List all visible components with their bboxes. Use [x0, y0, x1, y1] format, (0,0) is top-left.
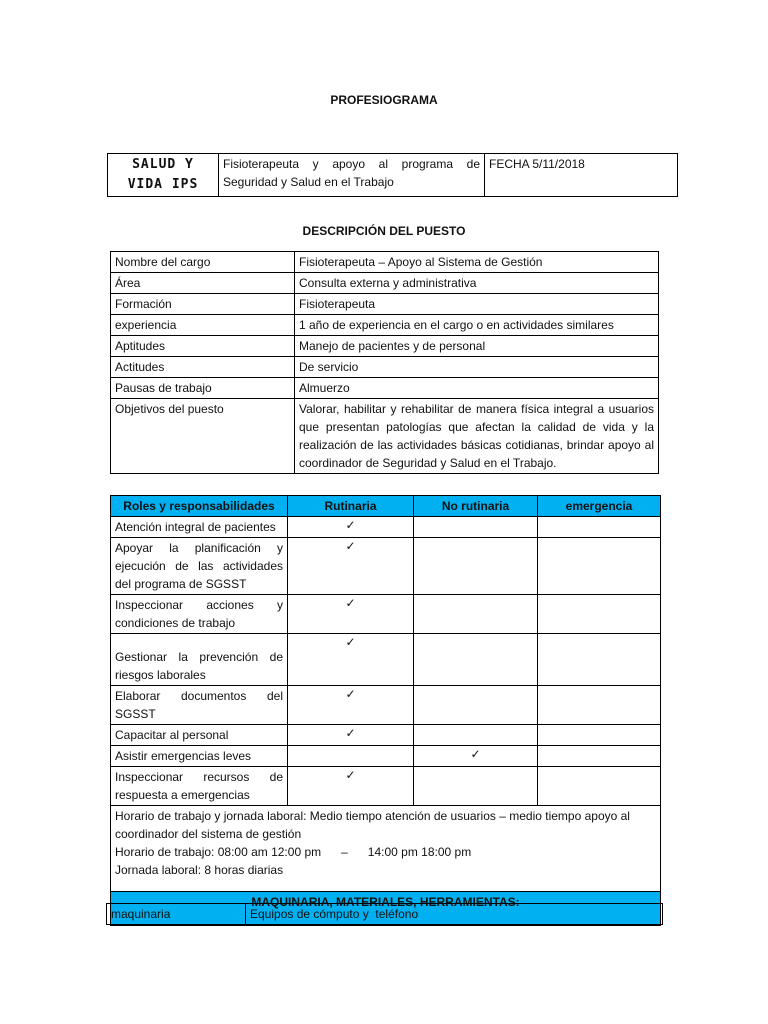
role-no-rutinaria-check: ✓ [414, 746, 538, 767]
role-no-rutinaria-check [414, 595, 538, 634]
role-rutinaria-check: ✓ [288, 725, 414, 746]
role-name: Atención integral de pacientes [111, 517, 288, 538]
description-label: Área [111, 273, 295, 294]
role-name: Gestionar la prevención de riesgos laborales [111, 634, 288, 686]
schedule-cell [111, 806, 661, 892]
header-table [107, 153, 678, 197]
role-emergencia-check [538, 517, 661, 538]
machinery-value: Equipos de cómputo y teléfono [246, 904, 663, 925]
role-name: Apoyar la planificación y ejecución de las actividades del programa de SGSST [111, 538, 288, 595]
description-value: Consulta externa y administrativa [295, 273, 659, 294]
role-no-rutinaria-check [414, 725, 538, 746]
machinery-label: maquinaria [107, 904, 246, 925]
role-no-rutinaria-check [414, 517, 538, 538]
roles-row [111, 538, 661, 595]
schedule-line1: Horario de trabajo y jornada laboral: Medio tiempo atención de usuarios – medio tiempo apoyo al coordinador del sistema de gestión [115, 809, 630, 841]
description-row [111, 357, 659, 378]
role-rutinaria-check: ✓ [288, 634, 414, 686]
description-value: Almuerzo [295, 378, 659, 399]
description-row [111, 399, 659, 474]
description-title: DESCRIPCIÓN DEL PUESTO [302, 224, 466, 238]
role-emergencia-check [538, 746, 661, 767]
company-name-line1: SALUD Y [132, 157, 194, 172]
document-date: FECHA 5/11/2018 [485, 154, 678, 197]
role-name: Inspeccionar acciones y condiciones de trabajo [111, 595, 288, 634]
description-row [111, 336, 659, 357]
role-no-rutinaria-check [414, 538, 538, 595]
description-label: Pausas de trabajo [111, 378, 295, 399]
role-rutinaria-check: ✓ [288, 517, 414, 538]
roles-row [111, 517, 661, 538]
description-row [111, 378, 659, 399]
role-emergencia-check [538, 725, 661, 746]
role-name: Capacitar al personal [111, 725, 288, 746]
description-label: Objetivos del puesto [111, 399, 295, 474]
description-table [110, 251, 659, 474]
role-no-rutinaria-check [414, 686, 538, 725]
role-rutinaria-check: ✓ [288, 686, 414, 725]
role-emergencia-check [538, 767, 661, 806]
role-emergencia-check [538, 686, 661, 725]
machinery-table [106, 903, 663, 925]
description-value: Fisioterapeuta [295, 294, 659, 315]
description-row [111, 315, 659, 336]
description-value: Fisioterapeuta – Apoyo al Sistema de Gestión [295, 252, 659, 273]
role-name: Asistir emergencias leves [111, 746, 288, 767]
roles-row [111, 767, 661, 806]
schedule-line2: Horario de trabajo: 08:00 am 12:00 pm – 14:00 pm 18:00 pm [115, 845, 472, 859]
description-row [111, 252, 659, 273]
description-row [111, 294, 659, 315]
company-name-line2: VIDA IPS [127, 177, 199, 192]
roles-row [111, 595, 661, 634]
document-title: PROFESIOGRAMA [330, 93, 438, 107]
company-name [108, 154, 219, 197]
description-value: Valorar, habilitar y rehabilitar de manera física integral a usuarios que presentan patologías que afectan la calidad de vida y la realización de las actividades básicas cotidianas, brindar apoyo al coordinador de Seguridad y Salud en el Trabajo. [295, 399, 659, 474]
role-rutinaria-check: ✓ [288, 538, 414, 595]
roles-row [111, 746, 661, 767]
role-name: Inspeccionar recursos de respuesta a emergencias [111, 767, 288, 806]
roles-header-rutinaria: Rutinaria [288, 496, 414, 517]
role-no-rutinaria-check [414, 767, 538, 806]
description-label: Formación [111, 294, 295, 315]
role-rutinaria-check [288, 746, 414, 767]
roles-row [111, 686, 661, 725]
position-title: Fisioterapeuta y apoyo al programa de Seguridad y Salud en el Trabajo [219, 154, 485, 197]
roles-row [111, 725, 661, 746]
description-label: Actitudes [111, 357, 295, 378]
role-name: Elaborar documentos del SGSST [111, 686, 288, 725]
roles-header-role: Roles y responsabilidades [111, 496, 288, 517]
description-value: De servicio [295, 357, 659, 378]
description-value: Manejo de pacientes y de personal [295, 336, 659, 357]
role-emergencia-check [538, 595, 661, 634]
roles-row [111, 634, 661, 686]
description-label: experiencia [111, 315, 295, 336]
description-label: Nombre del cargo [111, 252, 295, 273]
machinery-header: MAQUINARIA, MATERIALES, HERRAMIENTAS: [111, 892, 661, 926]
roles-header-no-rutinaria: No rutinaria [414, 496, 538, 517]
role-rutinaria-check: ✓ [288, 767, 414, 806]
role-emergencia-check [538, 634, 661, 686]
description-label: Aptitudes [111, 336, 295, 357]
description-value: 1 año de experiencia en el cargo o en actividades similares [295, 315, 659, 336]
role-emergencia-check [538, 538, 661, 595]
role-no-rutinaria-check [414, 634, 538, 686]
roles-header-emergencia: emergencia [538, 496, 661, 517]
description-row [111, 273, 659, 294]
roles-table [110, 495, 661, 926]
role-rutinaria-check: ✓ [288, 595, 414, 634]
schedule-line3: Jornada laboral: 8 horas diarias [115, 863, 284, 877]
